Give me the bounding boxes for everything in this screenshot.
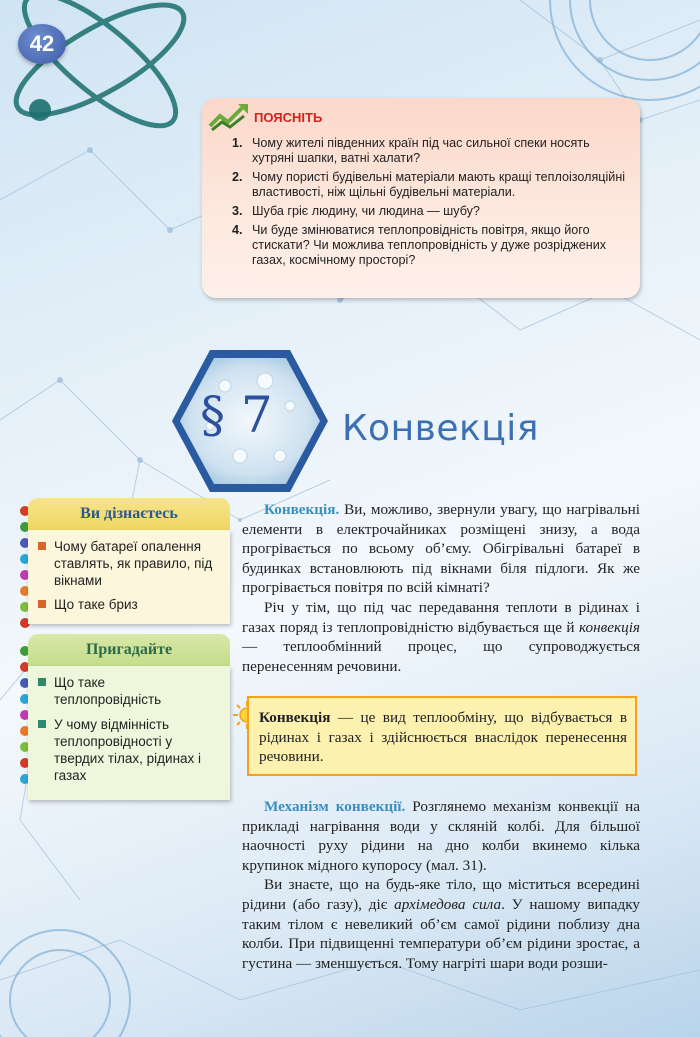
definition-term: Конвекція	[259, 709, 331, 726]
list-item: Що таке теплопровідність	[54, 674, 194, 708]
body-text-1: Конвекція. Ви, можливо, звернули увагу, що нагрівальні елементи в електрочайниках розміщені знизу, а вода прогрівається по всьому об’єму. Обігрівальні батареї в будинках встановлюють під вікнами біля підлоги. Як же прогрівається повітря по всій кімнаті? Річ у тім, що під час передавання теплоти в рідинах і газах поряд із теплопровідністю відбувається ще й конвекція — теплообмінний процес, що супроводжується перенесенням речовини.	[242, 501, 640, 675]
paragraph-heading: Механізм конвекції.	[264, 798, 406, 815]
recall-box	[28, 634, 230, 800]
page-number: 42	[18, 24, 66, 64]
list-item: 4. Чи буде змінюватися теплопровідність повітря, якщо його стискати? Чи можлива теплопровідність у дуже розріджених газах, космічному просторі?	[232, 223, 607, 267]
list-item: Що таке бриз	[54, 596, 232, 613]
growth-arrows-icon	[208, 102, 252, 132]
list-item: Чому батареї опалення ставлять, як правило, під вікнами	[54, 538, 232, 589]
learn-box-title: Ви дізнаєтесь	[28, 498, 230, 530]
definition-box: Конвекція — це вид теплообміну, що відбувається в рідинах і газах і здійснюється внаслідок перенесення речовини.	[247, 696, 637, 776]
list-item: 2. Чому пористі будівельні матеріали мають кращі теплоізоляційні властивості, ніж щільні будівельні матеріали.	[232, 170, 626, 199]
section-title: Конвекція	[342, 408, 539, 449]
learn-box	[28, 498, 230, 624]
list-item: 1. Чому жителі південних країн під час сильної спеки носять хутряні шапки, ватні халати?	[232, 136, 590, 165]
paragraph-heading: Конвекція.	[264, 501, 340, 518]
explain-box	[202, 98, 640, 298]
body-text-2: Механізм конвекції. Розглянемо механізм конвекції на прикладі нагрівання води у скляній колбі. Для більшої наочності руху рідини на дно колби вкинемо кілька крупинок мідного купоросу (мал. 31). Ви знаєте, що на будь-яке тіло, що міститься всередині рідини (або газу), діє архімедова сила. У нашому випадку таким тілом є невеликий об’єм самої рідини поблизу дна колби. При підвищенні температури об’єм рідини зростає, а густина — зменшується. Тому нагріті шари води розши-	[242, 798, 641, 972]
explain-title: ПОЯСНІТЬ	[254, 110, 323, 125]
section-mark: § 7	[200, 386, 273, 444]
list-item: У чому відмінність теплопровідності у твердих тілах, рідинах і газах	[54, 716, 204, 784]
list-item: 3. Шуба гріє людину, чи людина — шубу?	[232, 204, 480, 218]
recall-box-title: Пригадайте	[28, 634, 230, 666]
explain-list	[232, 136, 630, 272]
